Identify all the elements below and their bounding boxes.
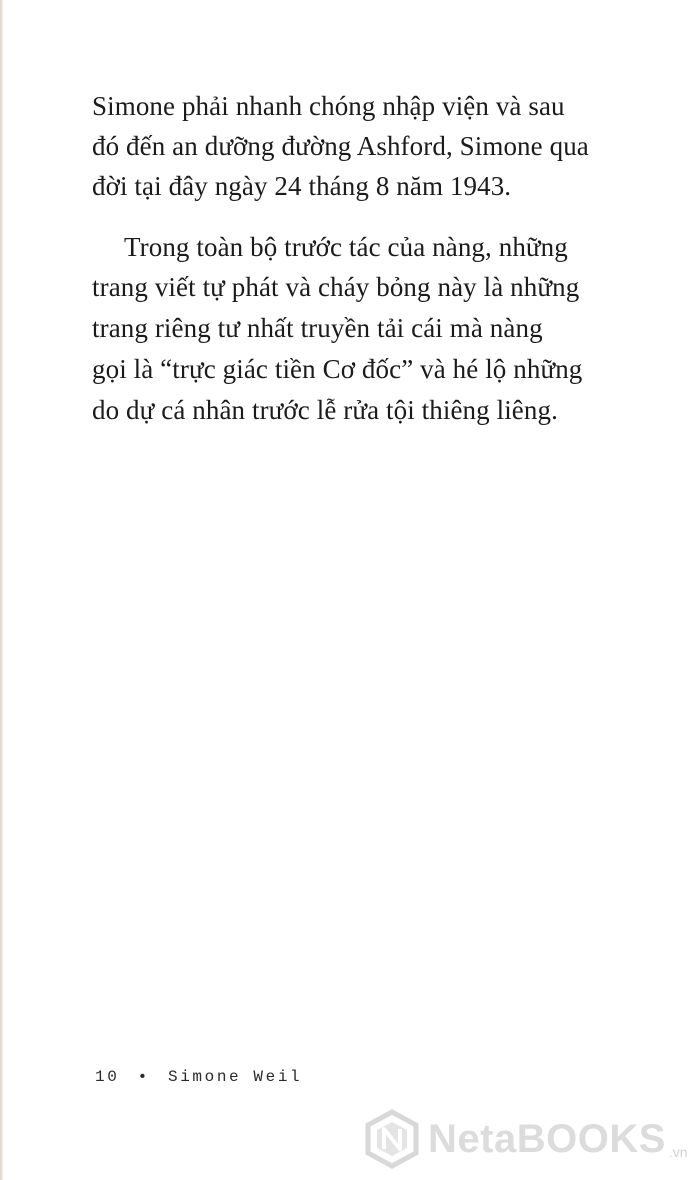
watermark-suffix: .vn bbox=[668, 1144, 688, 1160]
running-footer bbox=[95, 1068, 302, 1086]
text-line: Simone phải nhanh chóng nhập viện và sau bbox=[92, 91, 565, 121]
text-line: do dự cá nhân trước lễ rửa tội thiêng liêng. bbox=[92, 395, 558, 425]
netabooks-logo-icon bbox=[364, 1109, 420, 1169]
page-number: 10 bbox=[95, 1068, 120, 1086]
text-line: đó đến an dưỡng đường Ashford, Simone qua bbox=[92, 131, 589, 161]
text-line: đời tại đây ngày 24 tháng 8 năm 1943. bbox=[92, 171, 512, 201]
text-line: gọi là “trực giác tiền Cơ đốc” và hé lộ những bbox=[92, 354, 583, 384]
text-line: trang riêng tư nhất truyền tải cái mà nàng bbox=[92, 313, 543, 343]
book-title: Simone Weil bbox=[168, 1068, 303, 1086]
watermark bbox=[364, 1106, 694, 1172]
text-line: Trong toàn bộ trước tác của nàng, những bbox=[124, 232, 568, 262]
text-line: trang viết tự phát và cháy bỏng này là những bbox=[92, 272, 580, 302]
watermark-brand: NetaBOOKS bbox=[428, 1116, 666, 1161]
footer-separator: • bbox=[137, 1068, 150, 1086]
